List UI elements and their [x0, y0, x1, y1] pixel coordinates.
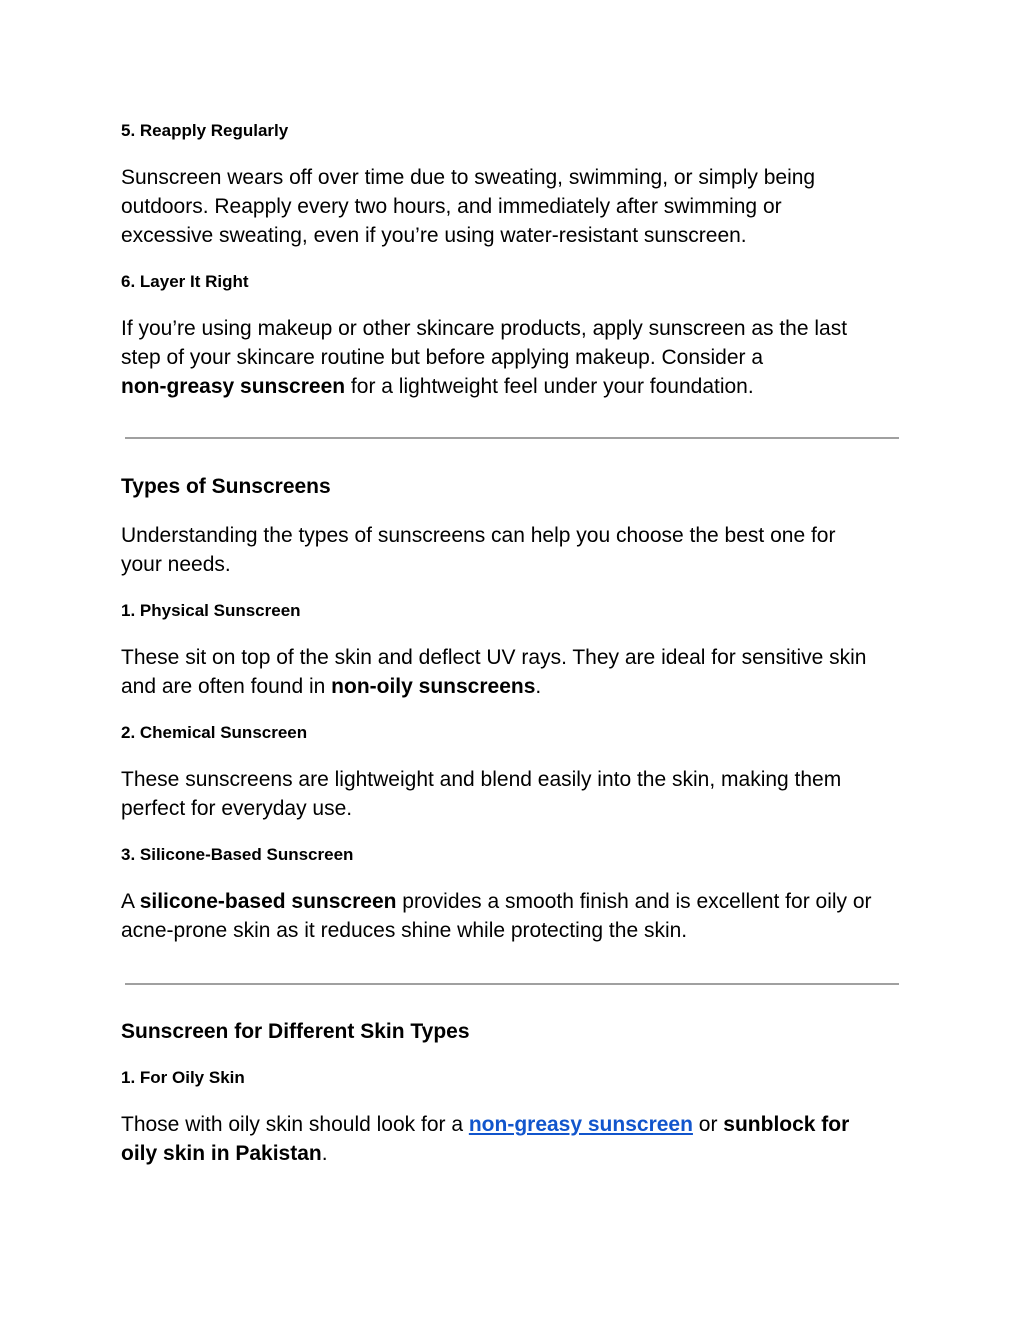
paragraph-line: These sit on top of the skin and deflect UV rays. They are ideal for sensitive skin — [121, 646, 867, 669]
paragraph-line: Sunscreen wears off over time due to sweating, swimming, or simply being — [121, 166, 816, 189]
paragraph-reapply — [121, 163, 911, 250]
paragraph-line: step of your skincare routine but before applying makeup. Consider a — [121, 346, 764, 369]
bold-term: sunblock for — [723, 1113, 850, 1136]
heading-for-oily-skin: 1. For Oily Skin — [121, 1068, 245, 1087]
horizontal-divider — [125, 983, 899, 985]
heading-reapply-regularly: 5. Reapply Regularly — [121, 121, 289, 140]
paragraph-line: If you’re using makeup or other skincare products, apply sunscreen as the last — [121, 317, 848, 340]
paragraph-line — [121, 887, 911, 916]
paragraph-types-intro — [121, 521, 911, 579]
heading-physical-sunscreen: 1. Physical Sunscreen — [121, 601, 301, 620]
paragraph-silicone — [121, 887, 911, 945]
text-run: A — [121, 890, 140, 913]
paragraph-line: your needs. — [121, 553, 231, 576]
heading-silicone-based-sunscreen: 3. Silicone-Based Sunscreen — [121, 845, 354, 864]
text-run: . — [535, 675, 542, 698]
paragraph-layer — [121, 314, 911, 401]
paragraph-line: outdoors. Reapply every two hours, and immediately after swimming or — [121, 195, 782, 218]
heading-layer-it-right: 6. Layer It Right — [121, 272, 249, 291]
text-run: and are often found in — [121, 675, 332, 698]
text-run: Those with oily skin should look for a — [121, 1113, 469, 1136]
bold-term: non-oily sunscreens — [331, 675, 536, 698]
heading-types-of-sunscreens: Types of Sunscreens — [121, 475, 331, 498]
bold-term: oily skin in Pakistan — [121, 1142, 322, 1165]
paragraph-physical — [121, 643, 911, 701]
paragraph-line: excessive sweating, even if you’re using water-resistant sunscreen. — [121, 224, 747, 247]
heading-skin-types: Sunscreen for Different Skin Types — [121, 1020, 470, 1043]
paragraph-line: These sunscreens are lightweight and blend easily into the skin, making them — [121, 768, 842, 791]
text-run: provides a smooth finish and is excellent for oily or — [396, 890, 872, 913]
paragraph-line — [121, 1139, 911, 1168]
paragraph-line — [121, 372, 911, 401]
paragraph-chemical — [121, 765, 911, 823]
paragraph-line — [121, 1110, 911, 1139]
paragraph-line: Understanding the types of sunscreens can help you choose the best one for — [121, 524, 836, 547]
paragraph-line — [121, 672, 911, 701]
paragraph-oily-skin — [121, 1110, 911, 1168]
paragraph-line: acne-prone skin as it reduces shine while protecting the skin. — [121, 919, 688, 942]
text-run: . — [321, 1142, 328, 1165]
heading-chemical-sunscreen: 2. Chemical Sunscreen — [121, 723, 308, 742]
bold-term: silicone-based sunscreen — [139, 890, 397, 913]
horizontal-divider — [125, 437, 899, 439]
text-run: for a lightweight feel under your foundation. — [345, 375, 754, 398]
text-run: or — [692, 1113, 724, 1136]
bold-term: non-greasy sunscreen — [121, 375, 346, 398]
paragraph-line: perfect for everyday use. — [121, 797, 353, 820]
non-greasy-sunscreen-link[interactable]: non-greasy sunscreen — [468, 1113, 693, 1136]
